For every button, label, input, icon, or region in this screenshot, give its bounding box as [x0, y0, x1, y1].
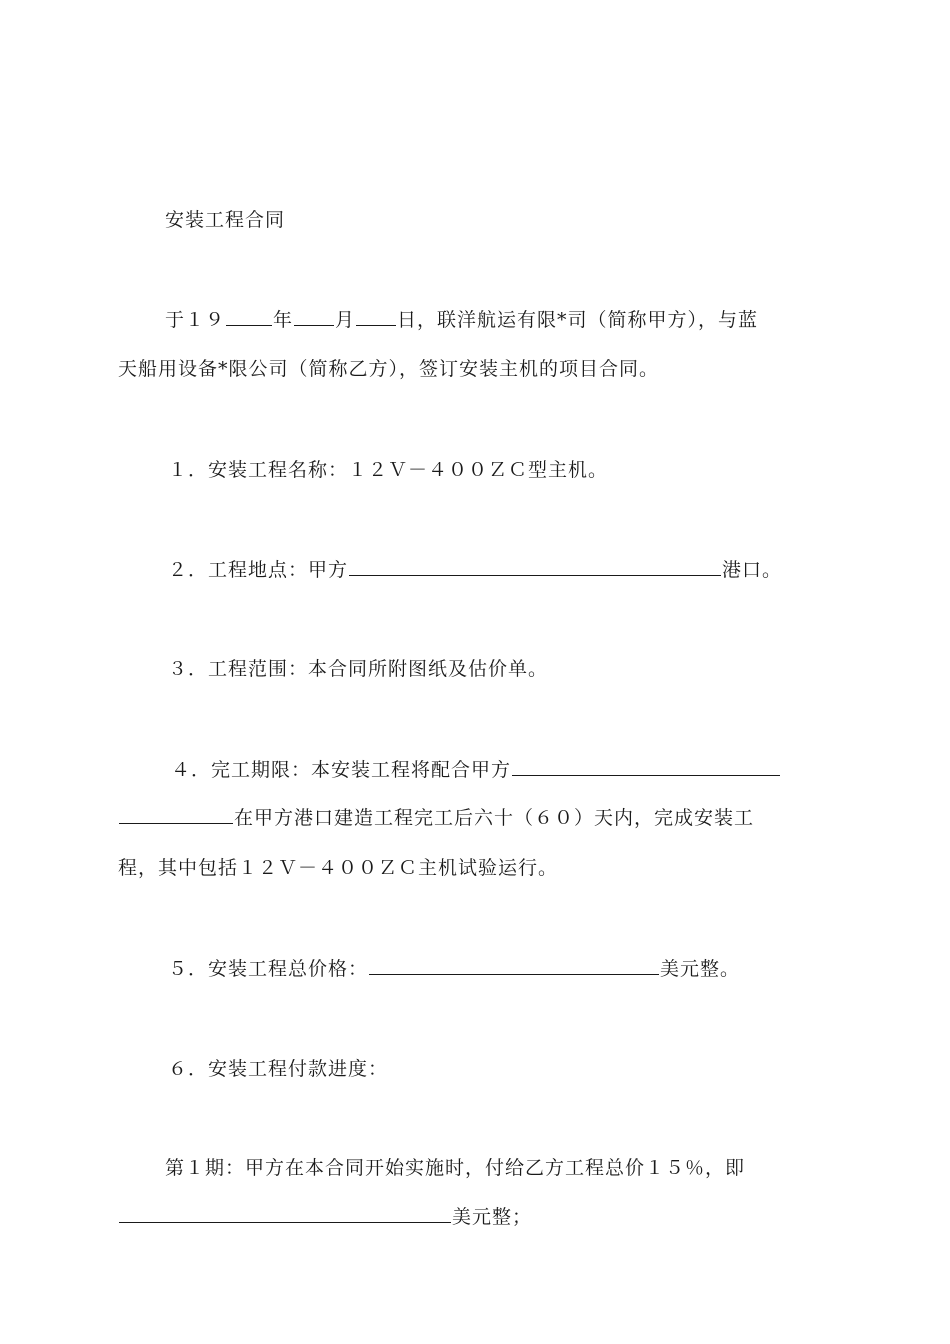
intro-line-1: [165, 308, 834, 332]
item-4-line-2: [118, 806, 834, 830]
intro-line-2-text: 天船用设备*限公司（简称乙方），签订安装主机的项目合同。: [118, 358, 660, 380]
intro-line-2: [118, 357, 834, 381]
item-5: [168, 957, 834, 981]
year-label: 年: [273, 309, 294, 331]
phase-1-amount-blank: [119, 1205, 451, 1223]
month-label: 月: [335, 309, 356, 331]
phase-1-line-1-text: 第１期：甲方在本合同开始实施时，付给乙方工程总价１５％，即: [165, 1157, 746, 1179]
item-4-line-3-text: 程，其中包括１２Ｖ－４００ＺＣ主机试验运行。: [118, 857, 559, 879]
month-blank: [294, 308, 334, 326]
item-6-text: ６．安装工程付款进度：: [168, 1058, 389, 1080]
completion-blank-b: [119, 806, 233, 824]
item-1-text: １．安装工程名称：１２Ｖ－４００ＺＣ型主机。: [168, 459, 609, 481]
item-2: [168, 558, 834, 582]
item-4-line-1: [171, 758, 834, 782]
item-4-line-1-text: ４．完工期限：本安装工程将配合甲方: [171, 759, 512, 781]
title-text: 安装工程合同: [165, 209, 286, 231]
day-label-and-parties: 日，联洋航运有限*司（简称甲方），与蓝: [397, 309, 759, 331]
item-2-prefix: ２．工程地点：甲方: [168, 559, 349, 581]
phase-1-line-2-text: 美元整；: [452, 1206, 533, 1228]
item-6: [168, 1057, 834, 1081]
item-3: [168, 657, 834, 681]
intro-prefix: 于１９: [165, 309, 226, 331]
item-1: [168, 458, 834, 482]
item-5-suffix: 美元整。: [660, 958, 741, 980]
completion-blank-a: [512, 758, 780, 776]
document-title: [165, 208, 834, 232]
phase-1-line-2: [118, 1205, 834, 1229]
price-blank: [369, 957, 659, 975]
item-4-line-2-text: 在甲方港口建造工程完工后六十（６０）天内，完成安装工: [234, 807, 755, 829]
item-2-suffix: 港口。: [722, 559, 783, 581]
phase-1-line-1: [165, 1156, 834, 1180]
item-4-line-3: [118, 856, 834, 880]
year-blank: [226, 308, 272, 326]
location-blank: [349, 558, 721, 576]
item-3-text: ３．工程范围：本合同所附图纸及估价单。: [168, 658, 549, 680]
item-5-prefix: ５．安装工程总价格：: [168, 958, 369, 980]
day-blank: [356, 308, 396, 326]
